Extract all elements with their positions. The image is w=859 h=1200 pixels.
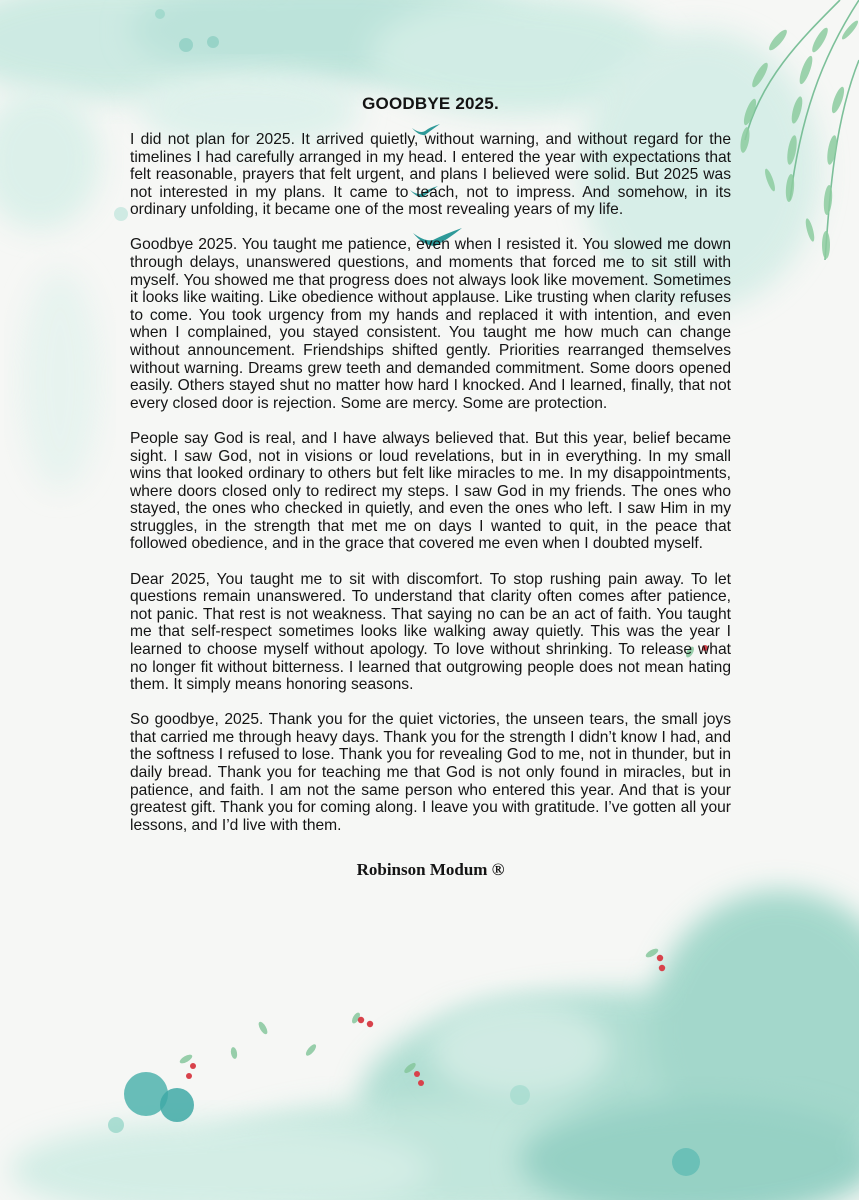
signature: Robinson Modum ® — [356, 860, 505, 880]
paragraph-3: People say God is real, and I have always believed that. But this year, belief became sight. I saw God, not in visions or loud revelations, but in in everything. In my small wins that looked ordinary to others but felt like miracles to me. In my disappointments, where doors closed only to redirect my steps. I saw God in my friends. The ones who stayed, the ones who checked in quietly, and even the ones who left. I saw Him in my struggles, in the strength that met me on days I wanted to quit, in the peace that followed obedience, and in the grace that covered me even when I doubted myself. — [130, 429, 731, 553]
letter-title: GOODBYE 2025. — [362, 94, 499, 113]
paragraph-5: So goodbye, 2025. Thank you for the quiet victories, the unseen tears, the small joys that carried me through heavy days. Thank you for the strength I didn’t know I had, and the softness I refused to lose. Thank you for revealing God to me, not in thunder, but in daily bread. Thank you for teaching me that God is not only found in miracles, but in patience, and faith. I am not the same person who entered this year. And that is your greatest gift. Thank you for coming along. I leave you with gratitude. I’ve gotten all your lessons, and I’d live with them. — [130, 711, 731, 834]
paragraph-1: I did not plan for 2025. It arrived quietly, without warning, and without regard for the timelines I had carefully arranged in my head. I entered the year with expectations that felt reasonable, prayers that felt urgent, and plans I believed were solid. But 2025 was not interested in my plans. It came to teach, not to impress. And somehow, in its ordinary unfolding, it became one of the most revealing years of my life. — [130, 131, 731, 219]
paragraph-4: Dear 2025, You taught me to sit with discomfort. To stop rushing pain away. To let questions remain unanswered. To understand that clarity often comes after patience, not panic. That rest is not weakness. That saying no can be an act of faith. You taught me that self-respect sometimes looks like walking away quietly. This was the year I learned to choose myself without apology. To love without shrinking. To release what no longer fit without bitterness. I learned that outgrowing people does not mean hating them. It simply means honoring seasons. — [130, 570, 731, 694]
letter-body — [130, 94, 731, 880]
bottom-watercolor-wash — [10, 890, 859, 1200]
paragraph-2: Goodbye 2025. You taught me patience, even when I resisted it. You slowed me down through delays, unanswered questions, and moments that forced me to sit still with myself. You showed me that progress does not always look like movement. Sometimes it looks like waiting. Like obedience without applause. Like trusting when clarity refuses to come. You took urgency from my hands and replaced it with intention, and even when I complained, you stayed consistent. You taught me how much can change without announcement. Friendships shifted gently. Priorities rearranged themselves without warning. Dreams grew teeth and demanded commitment. Some doors opened easily. Others stayed shut no matter how hard I knocked. And I learned, finally, that not every closed door is rejection. Some are mercy. Some are protection. — [130, 236, 731, 412]
